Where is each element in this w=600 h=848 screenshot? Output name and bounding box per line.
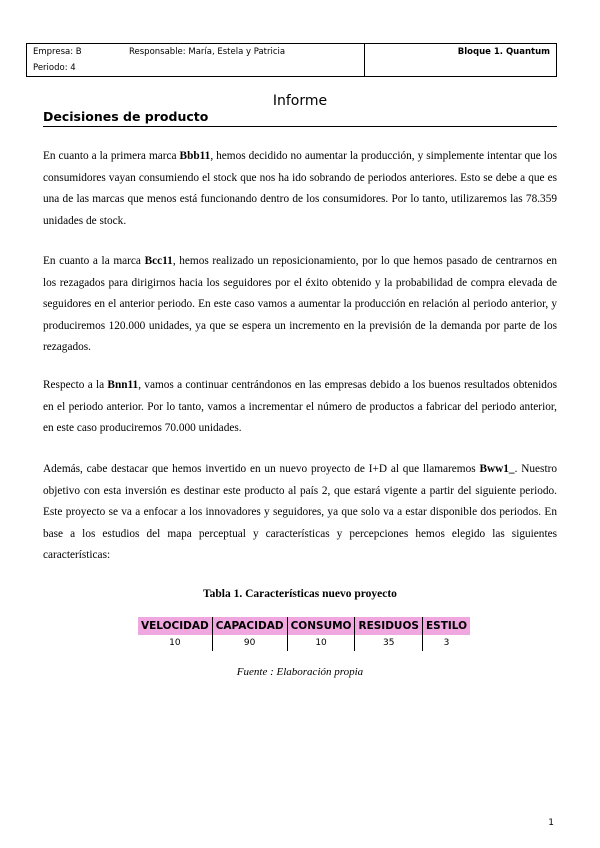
paragraph-text: , hemos realizado un reposicionamiento, por lo que hemos pasado de centrarnos en los rezagados para dirigirnos hacia los seguidores por el éxito obtenido y la probabilidad de compra elevada de seguidores en el anterior periodo. En este caso vamos a aumentar la producción en relación al periodo anterior, y produciremos 120.000 unidades, ya que se espera un incremento en la previsión de la demanda por parte de los rezagados. xyxy=(43,255,558,353)
paragraph-bww1 xyxy=(43,459,557,567)
brand-name: Bbb11 xyxy=(179,150,211,162)
header-periodo: Periodo: 4 xyxy=(33,63,76,73)
paragraph-bnn11 xyxy=(43,375,557,440)
paragraph-text: Además, cabe destacar que hemos invertido en un nuevo proyecto de I+D al que llamaremos xyxy=(43,463,480,475)
page-number: 1 xyxy=(548,818,554,828)
paragraph-bbb11 xyxy=(43,146,557,232)
table-caption: Tabla 1. Características nuevo proyecto xyxy=(203,588,397,600)
paragraph-text: , hemos decidido no aumentar la producción, y simplemente intentar que los consumidores vayan consumiendo el stock que nos ha ido sobrando de periodos anteriores. Esto se debe a que es una de las marcas que menos está funcionando dentro de los consumidores. Por lo tanto, utilizaremos las 78.359 unidades de stock. xyxy=(43,150,557,227)
header-empresa: Empresa: B xyxy=(33,47,82,57)
section-divider xyxy=(43,126,557,127)
table-header-row xyxy=(138,617,470,635)
table-source: Fuente : Elaboración propia xyxy=(236,666,364,678)
table-cell: 10 xyxy=(287,635,355,651)
header-left-cell xyxy=(27,44,365,76)
features-table xyxy=(138,617,470,651)
table-cell: 35 xyxy=(355,635,422,651)
header-responsable: Responsable: María, Estela y Patricia xyxy=(129,47,286,57)
table-row xyxy=(138,635,470,651)
table-cell: 90 xyxy=(212,635,287,651)
table-header-cell: VELOCIDAD xyxy=(138,617,212,635)
paragraph-text: . Nuestro objetivo con esta inversión es destinar este producto al país 2, que estará vigente a partir del siguiente periodo. Este proyecto se va a enfocar a los innovadores y seguidores, ya que solo va a estar disponible dos periodos. En base a los estudios del mapa perceptual y características y percepciones hemos elegido las siguientes características: xyxy=(43,463,557,561)
paragraph-text: , vamos a continuar centrándonos en las empresas debido a los buenos resultados obtenidos en el periodo anterior. Por lo tanto, vamos a incrementar el número de productos a fabricar del periodo anterior, en este caso produciremos 70.000 unidades. xyxy=(43,379,557,434)
table-header-cell: CONSUMO xyxy=(287,617,355,635)
page-title: Informe xyxy=(272,93,328,109)
section-heading: Decisiones de producto xyxy=(43,109,209,124)
table-header-cell: RESIDUOS xyxy=(355,617,422,635)
paragraph-bcc11 xyxy=(43,251,557,359)
paragraph-text: Respecto a la xyxy=(43,379,108,391)
table-cell: 3 xyxy=(443,638,450,648)
header-table xyxy=(26,43,557,77)
brand-name: Bww1_ xyxy=(479,463,515,475)
brand-name: Bnn11 xyxy=(107,379,139,391)
table-header-cell: ESTILO xyxy=(422,617,470,635)
header-bloque: Bloque 1. Quantum xyxy=(457,47,550,57)
paragraph-text: En cuanto a la primera marca xyxy=(43,150,180,162)
paragraph-text: En cuanto a la marca xyxy=(43,255,145,267)
table-header-cell: CAPACIDAD xyxy=(212,617,287,635)
table-cell: 10 xyxy=(138,635,212,651)
brand-name: Bcc11 xyxy=(144,255,173,267)
